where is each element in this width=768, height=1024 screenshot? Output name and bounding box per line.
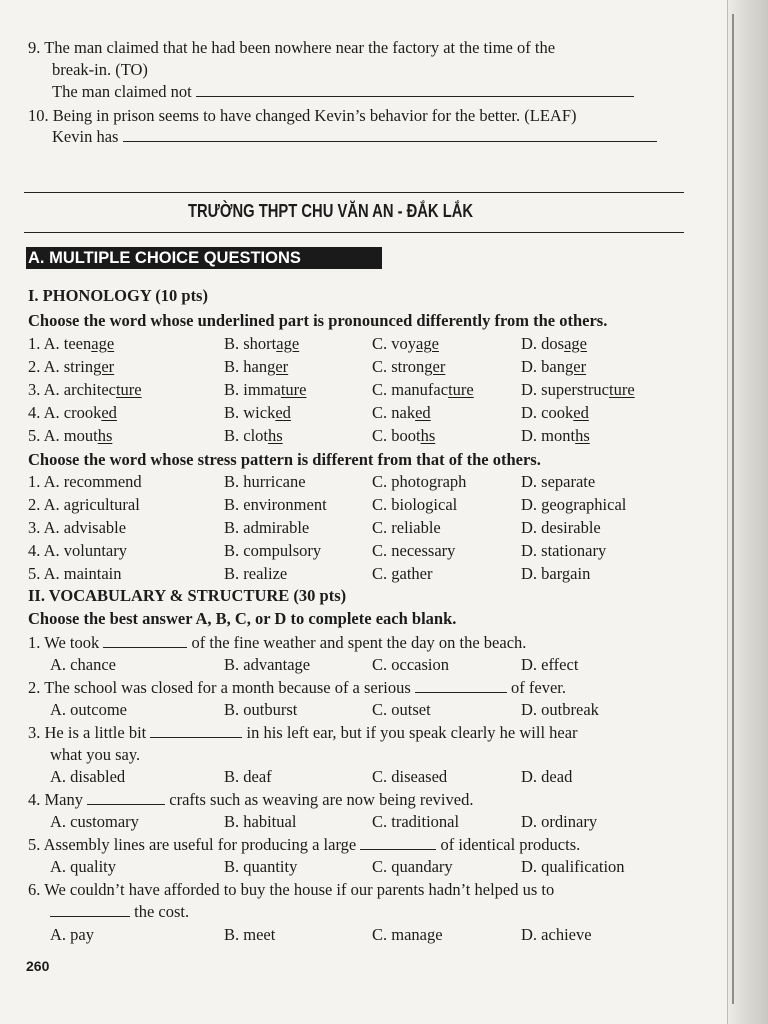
vocab-question: [28, 835, 580, 855]
answer-option[interactable]: B. quantity: [224, 857, 298, 876]
answer-option[interactable]: D. ordinary: [521, 812, 598, 831]
option-text: 5. A. mout: [28, 426, 98, 445]
stress-option[interactable]: C. gather: [372, 564, 433, 583]
answer-blank[interactable]: [50, 902, 130, 917]
option-text: C. voy: [372, 334, 417, 353]
vocab-question: [28, 880, 554, 900]
option-text: B. imma: [224, 380, 281, 399]
underlined-part: hs: [420, 426, 436, 445]
underlined-part: ed: [101, 403, 117, 422]
question-text: 6. We couldn’t have afforded to buy the house if our parents hadn’t helped us to: [28, 880, 555, 899]
stress-option[interactable]: 3. A. advisable: [28, 518, 127, 537]
stress-option[interactable]: B. environment: [224, 495, 327, 514]
option-text: 1. A. teen: [28, 334, 92, 353]
underlined-part: ger: [93, 357, 115, 376]
answer-option[interactable]: A. quality: [50, 857, 116, 876]
q9-line1: 9. The man claimed that he had been nowhere near the factory at the time of the: [28, 38, 556, 57]
stress-option[interactable]: D. geographical: [521, 495, 627, 514]
underlined-part: ed: [573, 403, 589, 422]
option-text: 3. A. architec: [28, 380, 116, 399]
stress-option[interactable]: C. biological: [372, 495, 458, 514]
underlined-part: ture: [448, 380, 474, 399]
question-text: 3. He is a little bit: [28, 723, 147, 742]
answer-option[interactable]: D. achieve: [521, 925, 592, 944]
stress-option[interactable]: D. stationary: [521, 541, 607, 560]
underlined-part: ed: [275, 403, 291, 422]
page-edge: [727, 0, 768, 1024]
stress-option[interactable]: D. desirable: [521, 518, 601, 537]
answer-blank[interactable]: [415, 678, 507, 693]
pron-option[interactable]: [224, 334, 299, 354]
pron-option[interactable]: [224, 403, 291, 423]
phonology-heading: I. PHONOLOGY (10 pts): [28, 286, 208, 305]
answer-option[interactable]: C. diseased: [372, 767, 448, 786]
pron-option[interactable]: [28, 357, 114, 377]
answer-option[interactable]: B. deaf: [224, 767, 272, 786]
answer-option[interactable]: D. qualification: [521, 857, 625, 876]
option-text: C. manufac: [372, 380, 449, 399]
question-text: 2. The school was closed for a month because of a serious: [28, 678, 411, 697]
title-rule-top: [24, 192, 684, 193]
underlined-part: ture: [115, 380, 142, 399]
underlined-part: hs: [97, 426, 113, 445]
pron-option[interactable]: [521, 357, 586, 377]
answer-option[interactable]: A. outcome: [50, 700, 127, 719]
stress-option[interactable]: 2. A. agricultural: [28, 495, 140, 514]
q10-answer-blank[interactable]: [123, 127, 657, 142]
answer-option[interactable]: D. effect: [521, 655, 579, 674]
underlined-part: ed: [415, 403, 431, 422]
pron-option[interactable]: [521, 334, 587, 354]
answer-blank[interactable]: [103, 633, 187, 648]
pron-option[interactable]: [224, 426, 283, 446]
underlined-part: age: [416, 334, 439, 353]
vocab-question: [28, 678, 566, 698]
vocab-question: [28, 790, 473, 810]
answer-option[interactable]: A. disabled: [50, 767, 126, 786]
underlined-part: age: [276, 334, 300, 353]
option-text: D. mont: [521, 426, 576, 445]
option-text: C. boot: [372, 426, 421, 445]
underlined-part: hs: [575, 426, 590, 445]
option-text: B. han: [224, 357, 268, 376]
stress-option[interactable]: B. compulsory: [224, 541, 322, 560]
underlined-part: ger: [424, 357, 446, 376]
pron-option[interactable]: [28, 426, 112, 446]
school-title: TRƯỜNG THPT CHU VĂN AN - ĐẮK LẮK: [188, 201, 474, 221]
question-text: 5. Assembly lines are useful for producing a large: [28, 835, 357, 854]
stress-option[interactable]: 1. A. recommend: [28, 472, 142, 491]
answer-option[interactable]: C. manage: [372, 925, 443, 944]
answer-option[interactable]: B. outburst: [224, 700, 298, 719]
question-text-after: of identical products.: [440, 835, 581, 854]
vocab-instruction: Choose the best answer A, B, C, or D to complete each blank.: [28, 609, 457, 628]
pron-option[interactable]: [372, 380, 474, 400]
title-rule-bottom: [24, 232, 684, 233]
option-text: D. dos: [521, 334, 565, 353]
question-text: 4. Many: [28, 790, 83, 809]
q9-prompt: The man claimed not: [52, 82, 192, 101]
option-text: B. clot: [224, 426, 268, 445]
stress-option[interactable]: C. necessary: [372, 541, 456, 560]
option-text: 2. A. strin: [28, 357, 94, 376]
answer-option[interactable]: D. dead: [521, 767, 573, 786]
underlined-part: ger: [565, 357, 587, 376]
pron-option[interactable]: [224, 357, 288, 377]
answer-blank[interactable]: [150, 723, 242, 738]
vocab-question: [28, 723, 578, 743]
question-text-after: of fever.: [511, 678, 566, 697]
vocab-question: [28, 633, 526, 653]
pron-option[interactable]: [372, 403, 431, 423]
underlined-part: ture: [280, 380, 307, 399]
question-text-after: of the fine weather and spent the day on the beach.: [191, 633, 527, 652]
pron-option[interactable]: [521, 380, 635, 400]
question-text: 1. We took: [28, 633, 100, 652]
stress-option[interactable]: 5. A. maintain: [28, 564, 122, 583]
pron-option[interactable]: [372, 426, 435, 446]
vocab-heading: II. VOCABULARY & STRUCTURE (30 pts): [28, 586, 347, 605]
underlined-part: age: [564, 334, 587, 353]
stress-option[interactable]: B. hurricane: [224, 472, 306, 491]
option-text: C. nak: [372, 403, 416, 422]
phonology-instruction-2: Choose the word whose stress pattern is different from that of the others.: [28, 450, 541, 469]
pron-option[interactable]: [28, 334, 114, 354]
answer-option[interactable]: A. chance: [50, 655, 116, 674]
underlined-part: ger: [267, 357, 289, 376]
pron-option[interactable]: [521, 426, 590, 446]
answer-option[interactable]: C. outset: [372, 700, 431, 719]
answer-option[interactable]: C. occasion: [372, 655, 449, 674]
pron-option[interactable]: [372, 357, 445, 377]
option-text: B. wick: [224, 403, 276, 422]
question-continuation: [50, 902, 189, 922]
stress-option[interactable]: C. photograph: [372, 472, 467, 491]
answer-option[interactable]: D. outbreak: [521, 700, 599, 719]
answer-option[interactable]: B. meet: [224, 925, 276, 944]
stress-option[interactable]: 4. A. voluntary: [28, 541, 127, 560]
stress-option[interactable]: B. admirable: [224, 518, 310, 537]
answer-option[interactable]: A. pay: [50, 925, 94, 944]
question-text-after: crafts such as weaving are now being revived.: [169, 790, 474, 809]
option-text: B. short: [224, 334, 277, 353]
underlined-part: ture: [608, 380, 635, 399]
q9-line3: [52, 82, 634, 102]
q10-line1: 10. Being in prison seems to have changed Kevin’s behavior for the better. (LEAF): [28, 106, 577, 125]
phonology-instruction-1: Choose the word whose underlined part is pronounced differently from the others.: [28, 311, 608, 330]
stress-option[interactable]: C. reliable: [372, 518, 441, 537]
pron-option[interactable]: [28, 403, 117, 423]
answer-option[interactable]: B. habitual: [224, 812, 297, 831]
stress-option[interactable]: D. bargain: [521, 564, 591, 583]
pron-option[interactable]: [224, 380, 307, 400]
option-text: 4. A. crook: [28, 403, 102, 422]
option-text: D. cook: [521, 403, 574, 422]
stress-option[interactable]: B. realize: [224, 564, 288, 583]
option-text: C. stron: [372, 357, 425, 376]
answer-blank[interactable]: [87, 790, 165, 805]
pron-option[interactable]: [372, 334, 439, 354]
q9-line2: break-in. (TO): [52, 60, 148, 79]
answer-option[interactable]: C. quandary: [372, 857, 453, 876]
q9-answer-blank[interactable]: [196, 82, 634, 97]
answer-option[interactable]: B. advantage: [224, 655, 311, 674]
pron-option[interactable]: [521, 403, 589, 423]
question-text-after: in his left ear, but if you speak clearly he will hear: [246, 723, 578, 742]
option-text: D. ban: [521, 357, 565, 376]
question-continuation: what you say.: [50, 745, 141, 764]
q10-prompt: Kevin has: [52, 127, 119, 146]
pron-option[interactable]: [28, 380, 142, 400]
q10-line2: [52, 127, 657, 147]
question-text-after: the cost.: [134, 902, 190, 921]
answer-option[interactable]: C. traditional: [372, 812, 460, 831]
underlined-part: hs: [268, 426, 283, 445]
book-spine: [732, 14, 758, 1004]
stress-option[interactable]: D. separate: [521, 472, 596, 491]
answer-blank[interactable]: [360, 835, 436, 850]
underlined-part: age: [91, 334, 115, 353]
section-banner: A. MULTIPLE CHOICE QUESTIONS: [26, 247, 382, 269]
answer-option[interactable]: A. customary: [50, 812, 139, 831]
page-number: 260: [26, 958, 50, 974]
option-text: D. superstruc: [521, 380, 609, 399]
